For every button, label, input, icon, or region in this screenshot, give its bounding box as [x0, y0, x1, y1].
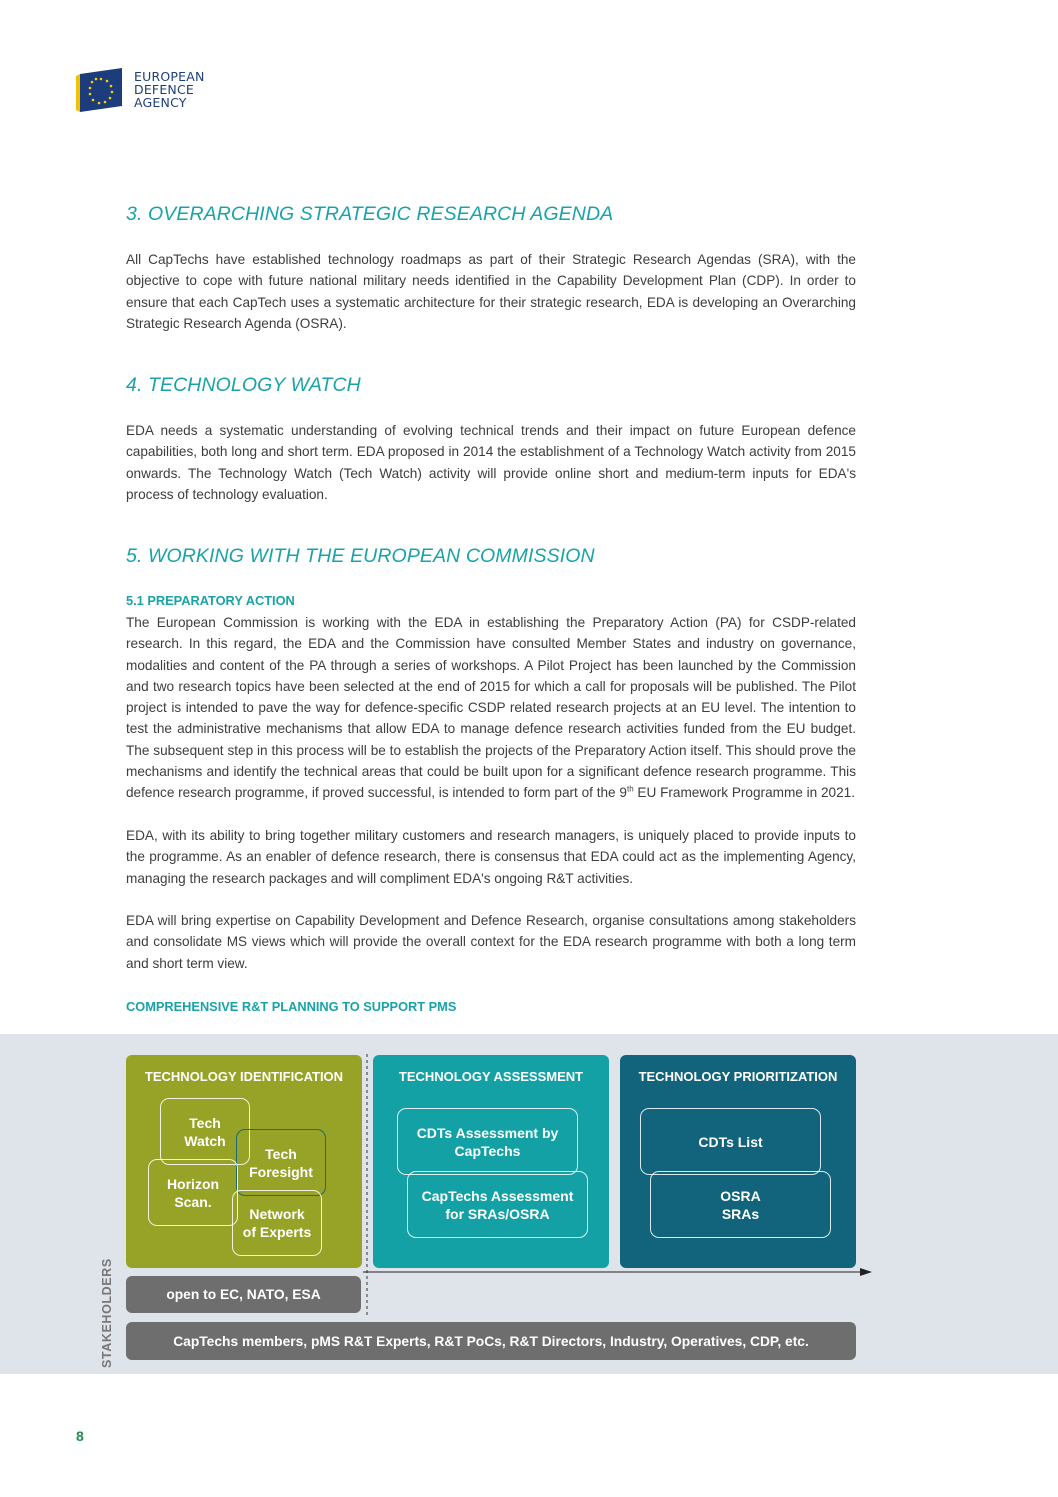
eu-flag-icon — [76, 68, 126, 112]
box-line: OSRA — [720, 1187, 761, 1204]
box-line: Scan. — [174, 1193, 212, 1210]
paragraph-eda-enabler: EDA, with its ability to bring together military customers and research managers, is uniquely placed to provide inputs to the programme. As an enabler of defence research, there is consensus that EDA could act as the implementing Agency, managing the research packages and will compliment EDA's ongoing R&T activities. — [126, 828, 856, 886]
box-line: CapTechs — [454, 1142, 521, 1159]
section-paragraph-tech-watch: EDA needs a systematic understanding of evolving technical trends and their impact on future European defence capabilities, both long and short term. EDA proposed in 2014 the establishment of a Technology Watch activity from 2015 onwards. The Technology Watch (Tech Watch) activity will provide online short and medium-term inputs for EDA's process of technology evaluation. — [126, 423, 856, 502]
box-network-of-experts — [232, 1190, 322, 1256]
paragraph-text-end: EU Framework Programme in 2021. — [633, 785, 855, 801]
paragraph-eda-expertise: EDA will bring expertise on Capability Development and Defence Research, organise consultations among stakeholders and consolidate MS views which will provide the overall context for the EDA research programme with both a long term and short term view. — [126, 913, 856, 971]
box-line: of Experts — [242, 1224, 312, 1240]
superscript-th: th — [626, 784, 634, 794]
stakeholder-members-bar: CapTechs members, pMS R&T Experts, R&T PoCs, R&T Directors, Industry, Operatives, CDP, etc. — [126, 1322, 856, 1360]
eda-logo — [76, 66, 206, 118]
page-number: 8 — [76, 1428, 84, 1444]
box-cdts-list — [640, 1108, 821, 1175]
panel-title: TECHNOLOGY PRIORITIZATION — [638, 1069, 838, 1084]
section-title-european-commission: 5. WORKING WITH THE EUROPEAN COMMISSION — [126, 545, 595, 567]
box-line: CDTs Assessment by — [416, 1124, 559, 1141]
panel-technology-assessment — [373, 1055, 609, 1268]
section-title-osra: 3. OVERARCHING STRATEGIC RESEARCH AGENDA — [126, 203, 614, 225]
diagram-caption: COMPREHENSIVE R&T PLANNING TO SUPPORT PMS — [126, 999, 457, 1014]
box-line: Tech — [189, 1114, 221, 1131]
paragraph-text: The European Commission is working with the EDA in establishing the Preparatory Action (PA) for CSDP-related research. In this regard, the EDA and the Commission have consulted Member States and industry on governance, modalities and content of the PA through a series of workshops. A Pilot Project has been launched by the Commission and two research topics have been selected at the end of 2015 for which a call for proposals will be published. The Pilot project is intended to pave the way for defence-specific CSDP related research projects at an EU level. The intention to test the administrative mechanisms that allow EDA to manage defence research activities funded from the EU budget. The subsequent step in this process will be to establish the projects of the Preparatory Action itself. This should prove the mechanisms and identify the technical areas that could be built upon for a significant defence research programme. This defence research programme, if proved successful, is intended to form part of the 9 — [126, 615, 856, 801]
box-osra-sras — [650, 1171, 831, 1238]
box-line: Network — [249, 1206, 305, 1222]
panel-technology-prioritization — [620, 1055, 856, 1268]
box-line: Watch — [184, 1132, 226, 1149]
box-line: CDTs List — [698, 1133, 763, 1150]
box-line: for SRAs/OSRA — [445, 1205, 550, 1222]
logo-wordmark — [134, 70, 205, 109]
box-horizon-scan — [148, 1159, 238, 1226]
box-line: Horizon — [166, 1175, 220, 1192]
logo-line: AGENCY — [134, 95, 187, 110]
panel-technology-identification — [126, 1055, 362, 1268]
paragraph-preparatory-action — [126, 612, 856, 804]
box-line: Tech — [265, 1145, 297, 1162]
logo-line: DEFENCE — [134, 82, 194, 97]
open-to-partners-bar: open to EC, NATO, ESA — [126, 1276, 361, 1313]
box-tech-foresight — [236, 1129, 326, 1196]
subheading-preparatory-action: 5.1 PREPARATORY ACTION — [126, 593, 295, 608]
section-title-tech-watch: 4. TECHNOLOGY WATCH — [126, 374, 361, 396]
box-line: CapTechs Assessment — [421, 1187, 574, 1204]
stakeholders-label: STAKEHOLDERS — [100, 1258, 114, 1368]
panel-title: TECHNOLOGY ASSESSMENT — [398, 1069, 584, 1084]
panel-title: TECHNOLOGY IDENTIFICATION — [144, 1069, 344, 1084]
logo-line: EUROPEAN — [134, 69, 205, 84]
section-paragraph-osra: All CapTechs have established technology roadmaps as part of their Strategic Research Agendas (SRA), with the objective to cope with future national military needs identified in the Capability Development Plan (CDP). In order to ensure that each CapTech uses a systematic architecture for their strategic research, EDA is developing an Overarching Strategic Research Agenda (OSRA). — [126, 252, 856, 331]
box-captechs-assessment — [407, 1171, 588, 1238]
box-line: SRAs — [721, 1205, 760, 1222]
box-line: Foresight — [249, 1163, 313, 1180]
arrow-head-icon — [860, 1268, 872, 1276]
box-cdts-assessment — [397, 1108, 578, 1175]
